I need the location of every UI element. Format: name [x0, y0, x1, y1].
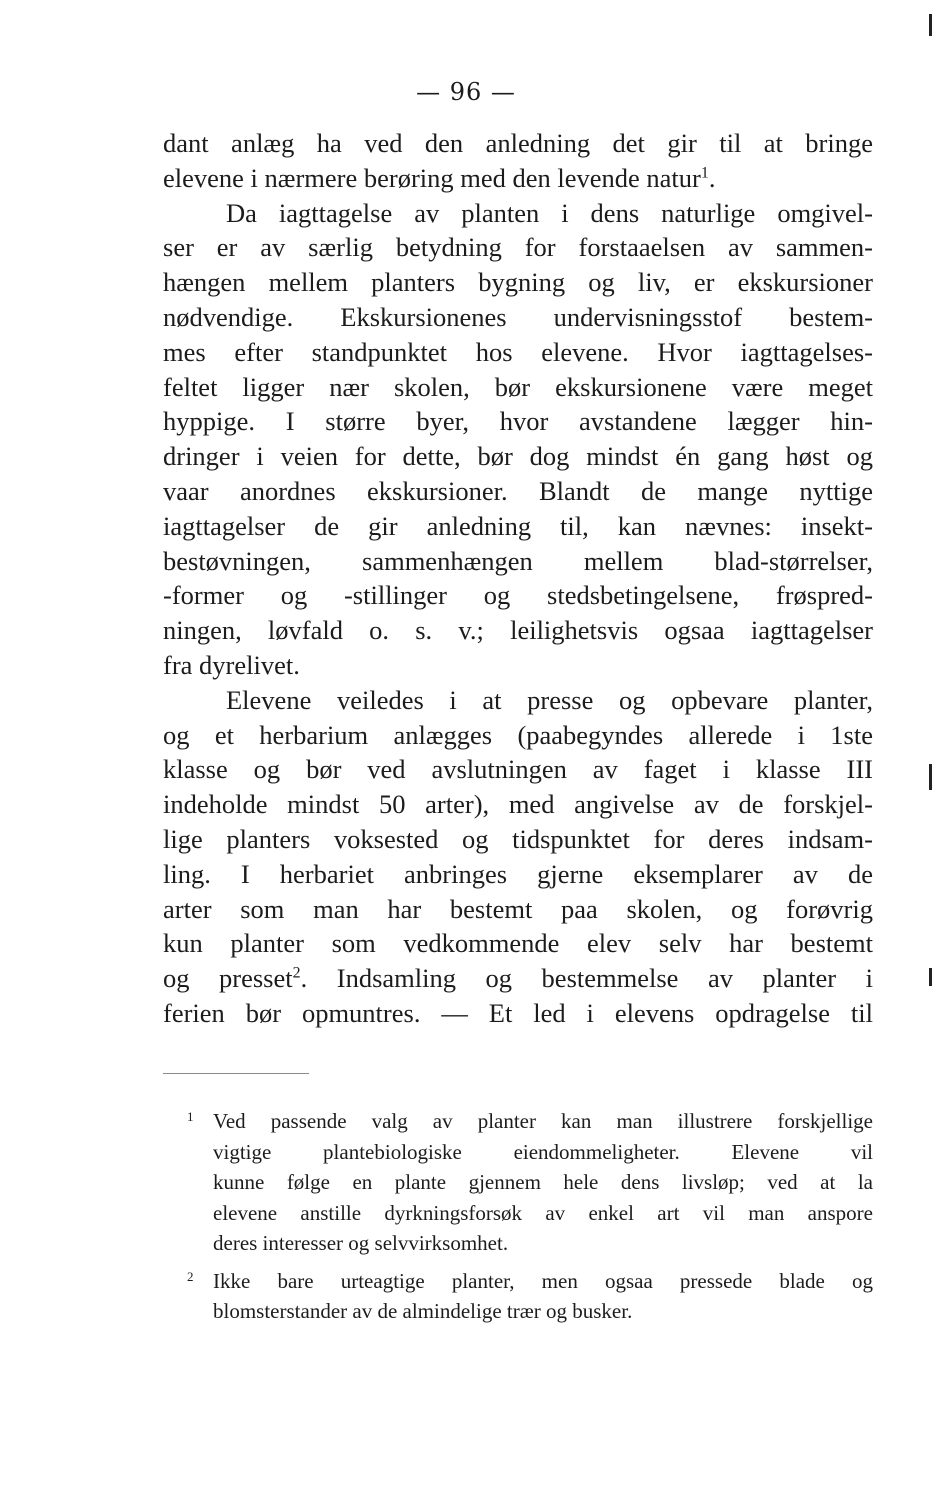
footnote-1 — [163, 1106, 873, 1259]
footnote-ref: 2 — [292, 964, 301, 982]
footnote-line: vigtige plantebiologiske eiendommeligheter. Elevene vil — [213, 1139, 873, 1164]
footnote-separator — [163, 1073, 309, 1074]
body-line: vaar anordnes ekskursioner. Blandt de mange nyttige — [163, 475, 873, 506]
footnote-mark: 2 — [187, 1268, 194, 1284]
body-line-text: . Indsamling og bestemmelse av planter i — [300, 963, 873, 994]
body-line: -former og -stillinger og stedsbetingelsene, frøspred- — [163, 580, 873, 611]
body-line: Elevene veiledes i at presse og opbevare planter, — [226, 684, 873, 715]
body-line: indeholde mindst 50 arter), med angivelse av de forskjel- — [163, 789, 873, 820]
page-number: — 96 — — [416, 78, 516, 106]
footnote-line: Ikke bare urteagtige planter, men ogsaa pressede blade og — [213, 1268, 873, 1293]
footnote-line: deres interesser og selvvirksomhet. — [213, 1231, 509, 1255]
footnote-line: blomsterstander av de almindelige trær og busker. — [213, 1299, 633, 1323]
body-line: Da iagttagelse av planten i dens naturlige omgivel- — [226, 197, 873, 228]
body-line: klasse og bør ved avslutningen av faget i klasse III — [163, 754, 873, 785]
body-line-text: elevene i nærmere berøring med den levende natur — [163, 162, 701, 193]
footnote-line: elevene anstille dyrkningsforsøk av enkel art vil man anspore — [213, 1200, 873, 1225]
body-line: nødvendige. Ekskursionenes undervisningsstof bestem- — [163, 301, 873, 332]
body-line: fra dyrelivet. — [163, 649, 300, 680]
body-line: ser er av særlig betydning for forstaaelsen av sammen- — [163, 232, 873, 263]
body-line: hyppige. I større byer, hvor avstandene lægger hin- — [163, 406, 873, 437]
footnote-mark: 1 — [187, 1109, 194, 1124]
body-line: ningen, løvfald o. s. v.; leilighetsvis ogsaa iagttagelser — [163, 615, 873, 646]
body-line: dringer i veien for dette, bør dog mindst én gang høst og — [163, 441, 873, 472]
body-line — [163, 961, 873, 996]
body-line: iagttagelser de gir anledning til, kan nævnes: insekt- — [163, 510, 873, 541]
body-line: bestøvningen, sammenhængen mellem blad-størrelser, — [163, 545, 873, 576]
footnote-2 — [163, 1266, 873, 1327]
body-line: ferien bør opmuntres. — Et led i elevens opdragelse til — [163, 997, 873, 1028]
body-line: mes efter standpunktet hos elevene. Hvor iagttagelses- — [163, 336, 873, 367]
body-line: og et herbarium anlægges (paabegyndes allerede i 1ste — [163, 719, 873, 750]
footnote-line: Ved passende valg av planter kan man illustrere forskjellige — [213, 1109, 873, 1133]
body-line: kun planter som vedkommende elev selv har bestemt — [163, 928, 873, 959]
body-text — [163, 126, 873, 1031]
body-line-text: og presset — [163, 963, 293, 994]
footnote-line: kunne følge en plante gjennem hele dens livsløp; ved at la — [213, 1170, 873, 1194]
body-line: hængen mellem planters bygning og liv, er ekskursioner — [163, 267, 873, 298]
body-line — [163, 161, 873, 196]
body-line: lige planters voksested og tidspunktet for deres indsam- — [163, 823, 873, 854]
body-line: arter som man har bestemt paa skolen, og forøvrig — [163, 893, 873, 924]
body-line: ling. I herbariet anbringes gjerne eksemplarer av de — [163, 858, 873, 889]
body-line: feltet ligger nær skolen, bør ekskursionene være meget — [163, 371, 873, 402]
footnotes — [163, 1106, 873, 1334]
body-line: dant anlæg ha ved den anledning det gir til at bringe — [163, 128, 873, 158]
period: . — [708, 162, 716, 193]
footnote-ref: 1 — [700, 164, 709, 182]
